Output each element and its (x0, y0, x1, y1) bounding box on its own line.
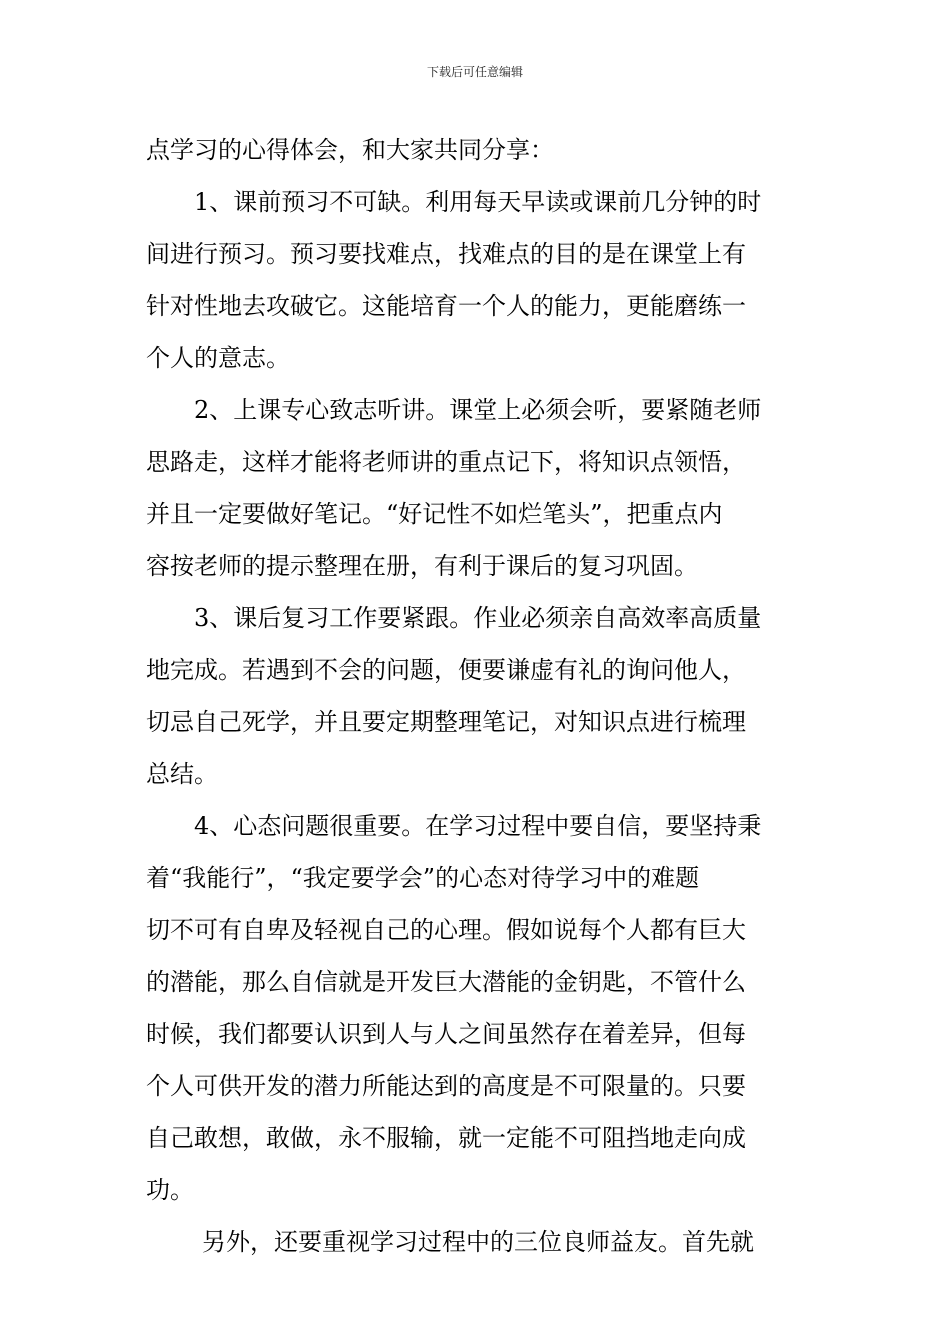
text-line: 针对性地去攻破它。这能培育一个人的能力，更能磨练一 (146, 292, 746, 320)
text-line: 容按老师的提示整理在册，有利于课后的复习巩固。 (146, 552, 698, 580)
text-line: 着“我能行”，“我定要学会”的心态对待学习中的难题 (146, 864, 700, 892)
text-line: 间进行预习。预习要找难点，找难点的目的是在课堂上有 (146, 240, 746, 268)
document-body (146, 124, 812, 1268)
text-line: 2、上课专心致志听讲。课堂上必须会听，要紧随老师 (194, 396, 762, 424)
text-line: 切忌自己死学，并且要定期整理笔记，对知识点进行梳理 (146, 708, 746, 736)
text-line: 时候，我们都要认识到人与人之间虽然存在着差异，但每 (146, 1020, 746, 1048)
text-line: 并且一定要做好笔记。“好记性不如烂笔头”，把重点内 (146, 500, 723, 528)
text-line: 1、课前预习不可缺。利用每天早读或课前几分钟的时 (194, 188, 762, 216)
text-line: 地完成。若遇到不会的问题，便要谦虚有礼的询问他人， (146, 656, 746, 684)
text-line: 个人可供开发的潜力所能达到的高度是不可限量的。只要 (146, 1072, 746, 1100)
text-line: 的潜能，那么自信就是开发巨大潜能的金钥匙，不管什么 (146, 968, 746, 996)
text-line: 思路走，这样才能将老师讲的重点记下，将知识点领悟， (146, 448, 746, 476)
text-line: 点学习的心得体会，和大家共同分享： (146, 136, 554, 164)
page-header: 下载后可任意编辑 (426, 65, 523, 79)
text-line: 自己敢想，敢做，永不服输，就一定能不可阻挡地走向成 (146, 1124, 746, 1152)
text-line: 3、课后复习工作要紧跟。作业必须亲自高效率高质量 (194, 604, 762, 632)
text-line: 切不可有自卑及轻视自己的心理。假如说每个人都有巨大 (146, 916, 746, 944)
text-line: 另外，还要重视学习过程中的三位良师益友。首先就 (202, 1228, 754, 1256)
text-line: 4、心态问题很重要。在学习过程中要自信，要坚持秉 (194, 812, 762, 840)
text-line: 个人的意志。 (146, 344, 290, 372)
text-line: 总结。 (146, 760, 218, 788)
text-line: 功。 (146, 1176, 194, 1204)
